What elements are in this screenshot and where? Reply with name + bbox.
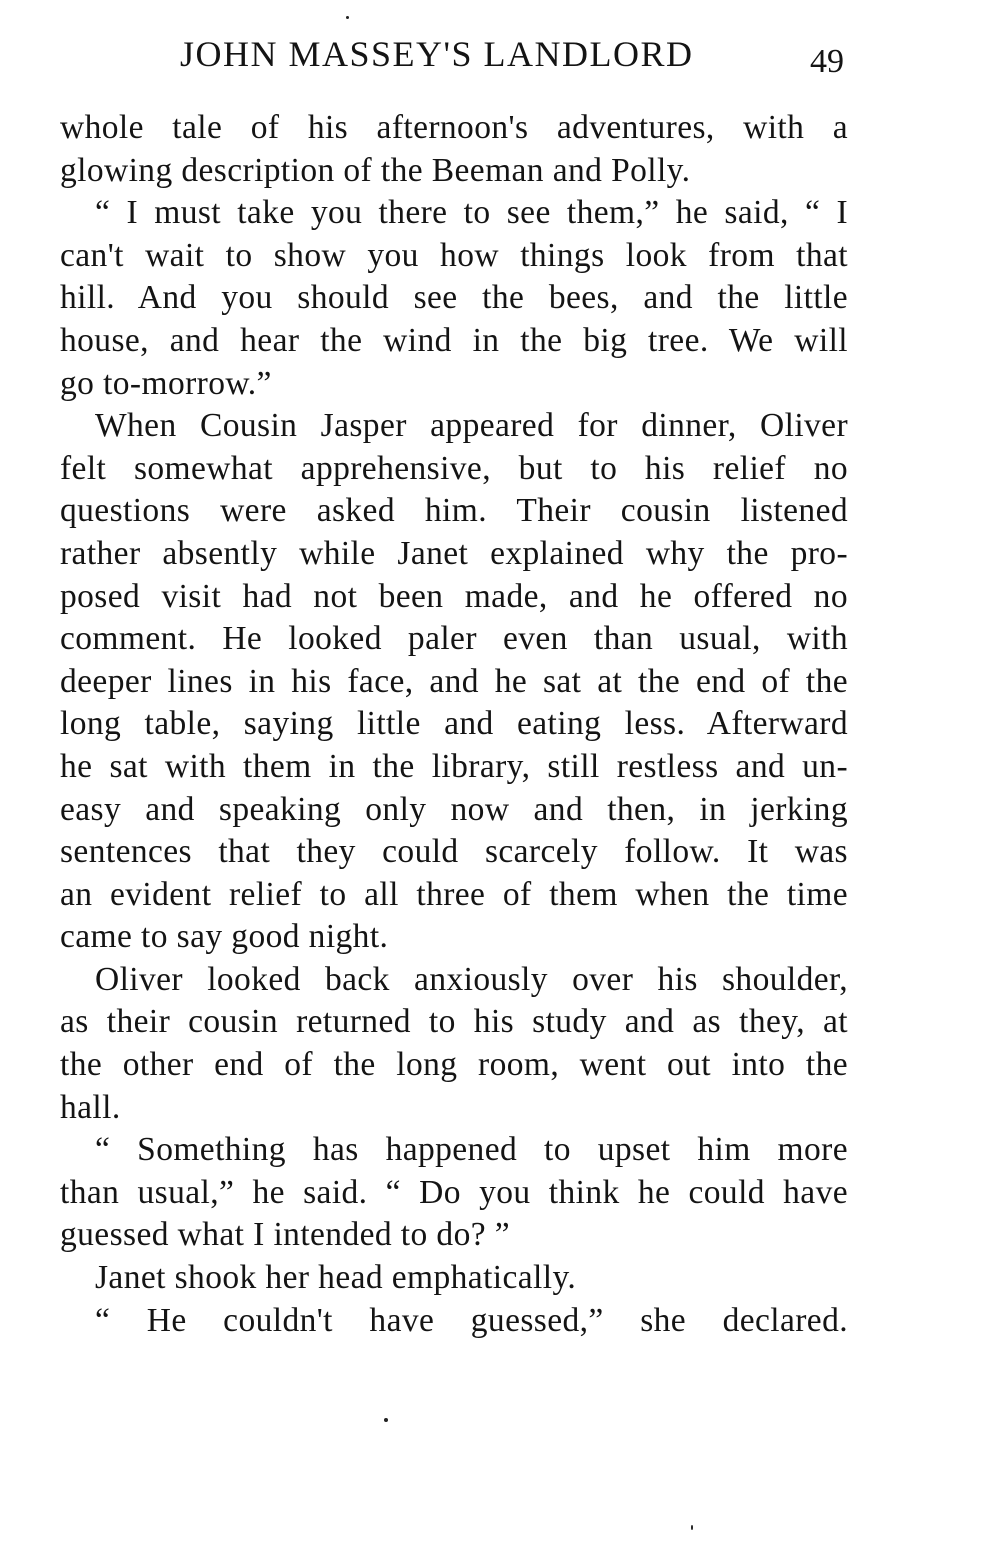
text-line: posed visit had not been made, and he offered no [60,577,848,615]
text-line: can't wait to show you how things look from that [60,236,848,274]
text-line: “ He couldn't have guessed,” she declared. [95,1301,848,1339]
page-number: 49 [810,43,844,80]
text-line: came to say good night. [60,918,389,956]
print-speck [346,16,349,19]
text-line: guessed what I intended to do? ” [60,1216,511,1254]
print-speck [384,1418,388,1422]
text-line: glowing description of the Beeman and Polly. [60,151,691,189]
text-line: than usual,” he said. “ Do you think he could have [60,1173,848,1211]
text-line: house, and hear the wind in the big tree. We will [60,321,848,359]
text-line: easy and speaking only now and then, in jerking [60,790,848,828]
text-line: long table, saying little and eating less. Afterward [60,705,848,743]
text-line: comment. He looked paler even than usual, with [60,620,848,658]
text-line: When Cousin Jasper appeared for dinner, Oliver [95,407,848,445]
text-line: Oliver looked back anxiously over his shoulder, [95,960,848,998]
text-line: sentences that they could scarcely follow. It was [60,833,848,871]
text-line: questions were asked him. Their cousin listened [60,492,848,530]
text-line: felt somewhat apprehensive, but to his relief no [60,449,848,487]
text-line: deeper lines in his face, and he sat at the end of the [60,662,848,700]
running-head: JOHN MASSEY'S LANDLORD [180,34,694,74]
text-line: rather absently while Janet explained why the pro- [60,534,848,572]
text-line: Janet shook her head emphatically. [95,1259,577,1297]
text-line: go to-morrow.” [60,364,272,402]
print-speck [691,1525,693,1530]
text-line: hill. And you should see the bees, and the little [60,279,848,317]
text-line: whole tale of his afternoon's adventures, with a [60,109,848,146]
text-line: as their cousin returned to his study and as they, at [60,1003,848,1041]
text-line: an evident relief to all three of them when the time [60,875,848,913]
body-text [60,107,848,1342]
text-line: the other end of the long room, went out into the [60,1046,848,1084]
text-line: hall. [60,1088,121,1126]
text-line: he sat with them in the library, still restless and un- [60,747,848,785]
text-line: “ I must take you there to see them,” he said, “ I [95,194,848,232]
text-line: “ Something has happened to upset him more [95,1131,848,1169]
